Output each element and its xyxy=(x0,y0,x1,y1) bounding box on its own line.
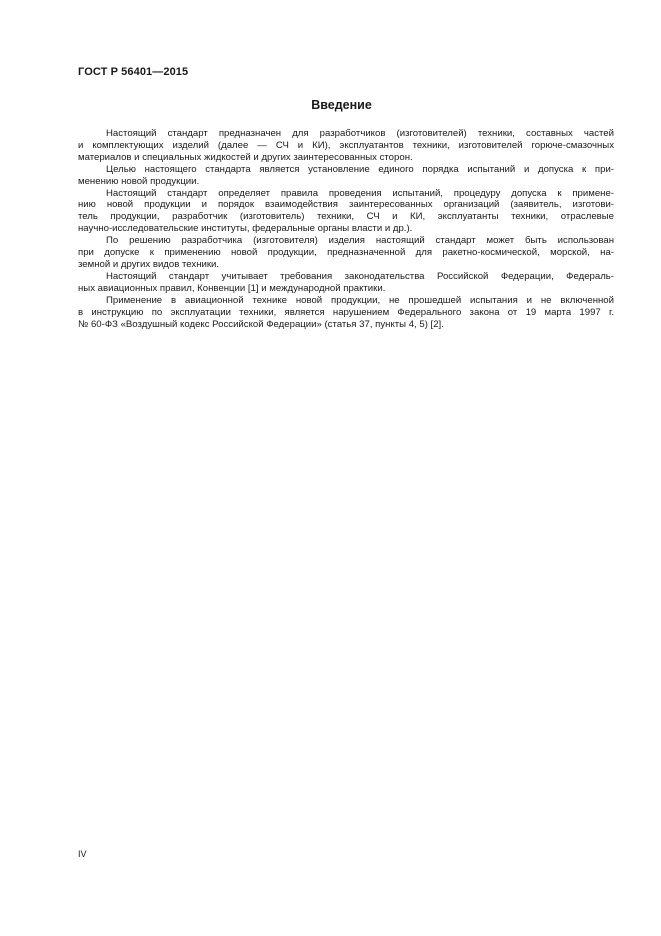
text-line: материалов и специальных жидкостей и других заинтересованных сторон. xyxy=(78,151,413,163)
paragraph-6 xyxy=(78,295,614,331)
text-line: Применение в авиационной технике новой продукции, не прошедшей испытания и не включенной xyxy=(106,294,614,306)
text-line: ных авиационных правил, Конвенции [1] и международной практики. xyxy=(78,282,386,294)
text-line: № 60-ФЗ «Воздушный кодекс Российской Федерации» (статья 37, пункты 4, 5) [2]. xyxy=(78,318,444,330)
text-line: тель продукции, разработчик (изготовитель) техники, СЧ и КИ, эксплуатанты техники, отраслевые xyxy=(78,211,614,223)
text-line: и комплектующих изделий (далее — СЧ и КИ), эксплуатантов техники, изготовителей горюче-смазочных xyxy=(78,139,614,151)
text-line: По решению разработчика (изготовителя) изделия настоящий стандарт может быть использован xyxy=(106,235,614,247)
text-line: в инструкцию по эксплуатации техники, является нарушением Федерального закона от 19 марта 1997 г. xyxy=(78,306,614,318)
document-body xyxy=(78,128,614,330)
text-line: при допуске к применению новой продукции, предназначенной для ракетно-космической, морской, на- xyxy=(78,247,614,259)
text-line: Целью настоящего стандарта является установление единого порядка испытаний и допуска к при- xyxy=(106,163,614,175)
document-id: ГОСТ Р 56401—2015 xyxy=(78,66,189,78)
text-line: Настоящий стандарт учитывает требования законодательства Российской Федерации, Федераль- xyxy=(106,270,614,282)
paragraph-3 xyxy=(78,188,614,236)
text-line: земной и других видов техники. xyxy=(78,258,220,270)
text-line: Настоящий стандарт определяет правила проведения испытаний, процедуру допуска к примене- xyxy=(106,187,614,199)
paragraph-5 xyxy=(78,271,614,295)
text-line: Настоящий стандарт предназначен для разработчиков (изготовителей) техники, составных частей xyxy=(106,128,614,139)
paragraph-4 xyxy=(78,235,614,271)
section-title: Введение xyxy=(311,98,372,112)
text-line: нию новой продукции и порядок взаимодействия заинтересованных организаций (заявитель, изготови- xyxy=(78,199,614,211)
page-number: IV xyxy=(78,849,87,859)
text-line: менению новой продукции. xyxy=(78,175,200,187)
paragraph-2 xyxy=(78,164,614,188)
text-line: научно-исследовательские институты, федеральные органы власти и др.). xyxy=(78,223,413,235)
paragraph-1 xyxy=(78,128,614,164)
